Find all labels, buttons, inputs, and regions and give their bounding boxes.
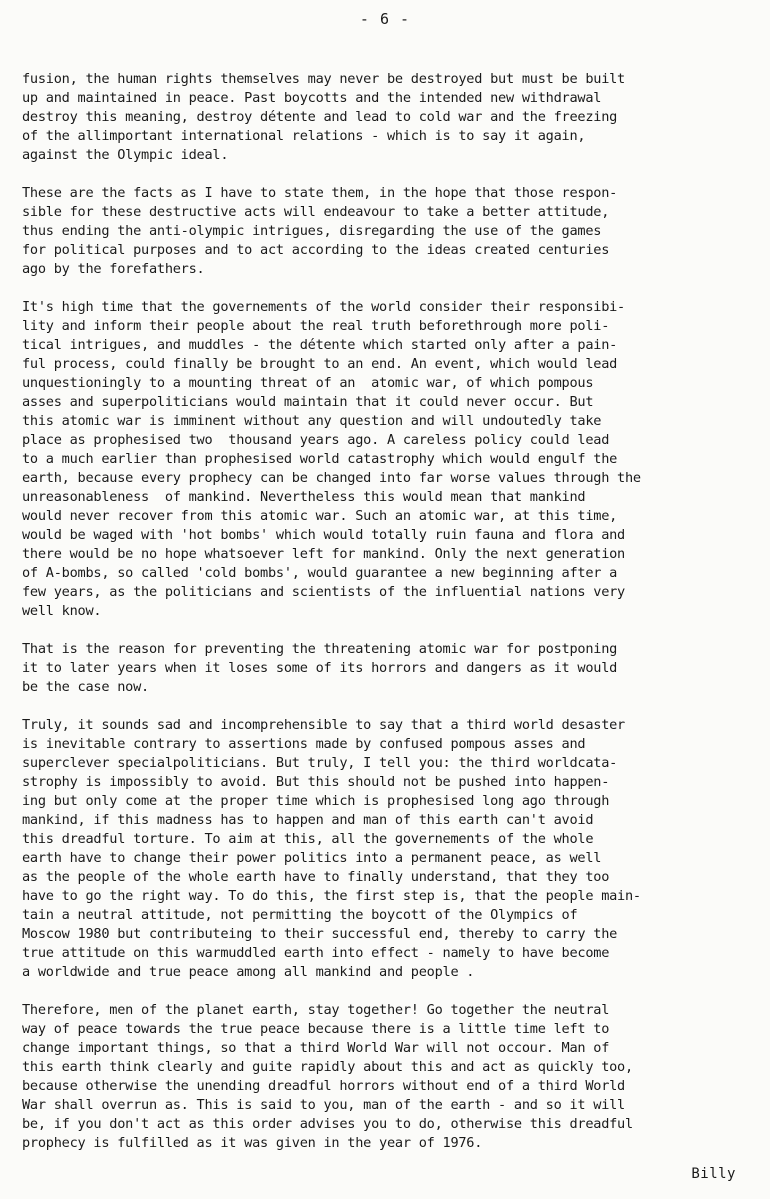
paragraph bbox=[22, 716, 752, 982]
text-line: way of peace towards the true peace because there is a little time left to bbox=[22, 1021, 610, 1037]
text-line: asses and superpoliticians would maintain that it could never occur. But bbox=[22, 394, 594, 410]
text-line: ing but only come at the proper time which is prophesised long ago through bbox=[22, 793, 610, 809]
text-line: this atomic war is imminent without any question and will undoutedly take bbox=[22, 413, 602, 429]
text-line: this earth think clearly and guite rapidly about this and act as quickly too, bbox=[22, 1059, 633, 1075]
text-line: unreasonableness of mankind. Nevertheless this would mean that mankind bbox=[22, 489, 586, 505]
text-line: prophecy is fulfilled as it was given in the year of 1976. bbox=[22, 1135, 483, 1151]
text-line: strophy is impossibly to avoid. But this should not be pushed into happen- bbox=[22, 774, 610, 790]
paragraph bbox=[22, 70, 752, 165]
text-line: have to go the right way. To do this, the first step is, that the people main- bbox=[22, 888, 641, 904]
text-line: sible for these destructive acts will endeavour to take a better attitude, bbox=[22, 204, 610, 220]
text-line: ago by the forefathers. bbox=[22, 261, 205, 277]
text-line: lity and inform their people about the real truth beforethrough more poli- bbox=[22, 318, 610, 334]
text-line: That is the reason for preventing the threatening atomic war for postponing bbox=[22, 641, 618, 657]
paragraph bbox=[22, 1001, 752, 1153]
text-line: place as prophesised two thousand years ago. A careless policy could lead bbox=[22, 432, 610, 448]
paragraph bbox=[22, 640, 752, 697]
text-line: would be waged with 'hot bombs' which would totally ruin fauna and flora and bbox=[22, 527, 625, 543]
document-body bbox=[22, 70, 752, 1172]
text-line: fusion, the human rights themselves may never be destroyed but must be built bbox=[22, 71, 625, 87]
text-line: superclever specialpoliticians. But truly, I tell you: the third worldcata- bbox=[22, 755, 618, 771]
text-line: well know. bbox=[22, 603, 102, 619]
text-line: of A-bombs, so called 'cold bombs', would guarantee a new beginning after a bbox=[22, 565, 618, 581]
text-line: unquestioningly to a mounting threat of an atomic war, of which pompous bbox=[22, 375, 594, 391]
text-line: there would be no hope whatsoever left for mankind. Only the next generation bbox=[22, 546, 625, 562]
text-line: change important things, so that a third World War will not occour. Man of bbox=[22, 1040, 610, 1056]
text-line: It's high time that the governements of the world consider their responsibi- bbox=[22, 299, 625, 315]
text-line: few years, as the politicians and scientists of the influential nations very bbox=[22, 584, 625, 600]
text-line: thus ending the anti-olympic intrigues, disregarding the use of the games bbox=[22, 223, 602, 239]
text-line: would never recover from this atomic war. Such an atomic war, at this time, bbox=[22, 508, 618, 524]
text-line: of the allimportant international relations - which is to say it again, bbox=[22, 128, 586, 144]
text-line: as the people of the whole earth have to finally understand, that they too bbox=[22, 869, 610, 885]
text-line: Moscow 1980 but contributeing to their successful end, thereby to carry the bbox=[22, 926, 618, 942]
signature: Billy bbox=[691, 1166, 736, 1182]
text-line: be the case now. bbox=[22, 679, 149, 695]
text-line: because otherwise the unending dreadful horrors without end of a third World bbox=[22, 1078, 625, 1094]
text-line: Truly, it sounds sad and incomprehensible to say that a third world desaster bbox=[22, 717, 625, 733]
text-line: destroy this meaning, destroy détente and lead to cold war and the freezing bbox=[22, 109, 618, 125]
text-line: be, if you don't act as this order advises you to do, otherwise this dreadful bbox=[22, 1116, 633, 1132]
text-line: earth, because every prophecy can be changed into far worse values through the bbox=[22, 470, 641, 486]
text-line: earth have to change their power politics into a permanent peace, as well bbox=[22, 850, 602, 866]
page-number: - 6 - bbox=[359, 10, 411, 28]
text-line: against the Olympic ideal. bbox=[22, 147, 229, 163]
text-line: up and maintained in peace. Past boycotts and the intended new withdrawal bbox=[22, 90, 602, 106]
text-line: tical intrigues, and muddles - the détente which started only after a pain- bbox=[22, 337, 618, 353]
text-line: for political purposes and to act according to the ideas created centuries bbox=[22, 242, 610, 258]
text-line: mankind, if this madness has to happen and man of this earth can't avoid bbox=[22, 812, 594, 828]
paragraph bbox=[22, 184, 752, 279]
paragraph bbox=[22, 298, 752, 621]
text-line: These are the facts as I have to state them, in the hope that those respon- bbox=[22, 185, 618, 201]
text-line: a worldwide and true peace among all mankind and people . bbox=[22, 964, 475, 980]
text-line: War shall overrun as. This is said to you, man of the earth - and so it will bbox=[22, 1097, 625, 1113]
text-line: tain a neutral attitude, not permitting the boycott of the Olympics of bbox=[22, 907, 578, 923]
text-line: Therefore, men of the planet earth, stay together! Go together the neutral bbox=[22, 1002, 610, 1018]
text-line: ful process, could finally be brought to an end. An event, which would lead bbox=[22, 356, 618, 372]
text-line: is inevitable contrary to assertions made by confused pompous asses and bbox=[22, 736, 586, 752]
text-line: to a much earlier than prophesised world catastrophy which would engulf the bbox=[22, 451, 618, 467]
text-line: it to later years when it loses some of its horrors and dangers as it would bbox=[22, 660, 618, 676]
text-line: this dreadful torture. To aim at this, all the governements of the whole bbox=[22, 831, 594, 847]
text-line: true attitude on this warmuddled earth into effect - namely to have become bbox=[22, 945, 610, 961]
